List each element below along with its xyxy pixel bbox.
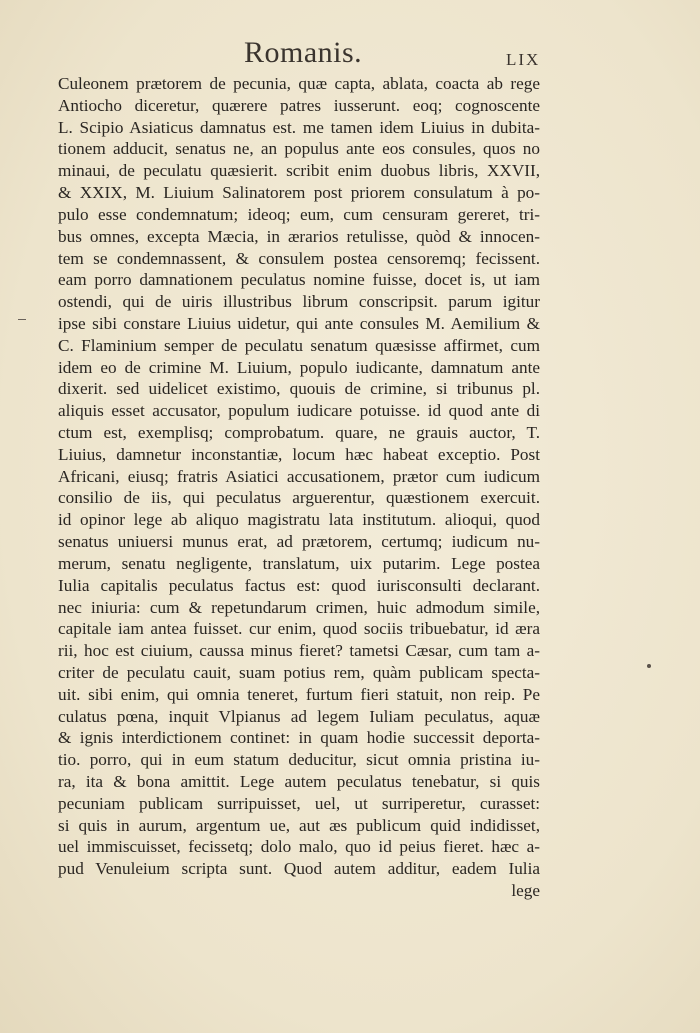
text-line: idem eo de crimine M. Liuium, populo iudicante, damnatum ante <box>58 357 540 377</box>
text-line: Culeonem prætorem de pecunia, quæ capta, ablata, coacta ab rege <box>58 74 540 93</box>
text-line: & XXIX, M. Liuium Salinatorem post priorem consulatum à po- <box>58 183 540 203</box>
folio-number: LIX <box>506 50 541 69</box>
text-line: consilio de iis, qui peculatus arguerentur, quæstionem exercuit. <box>58 488 540 508</box>
running-title: Romanis. <box>244 36 363 69</box>
text-line: capitale iam antea fuisset. cur enim, quod sociis tribuebatur, id æra <box>58 619 540 639</box>
body-text <box>58 73 540 902</box>
text-line: ctum est, exemplisq; comprobatum. quare, ne grauis auctor, T. <box>58 423 540 442</box>
text-line: minaui, de peculatu quæsierit. scribit enim duobus libris, XXVII, <box>58 161 540 181</box>
text-line: aliquis esset accusator, populum iudicare potuisse. id quod ante di <box>58 401 540 421</box>
text-line: Antiocho diceretur, quærere patres iusserunt. eoq; cognoscente <box>58 95 540 115</box>
text-line: nec iniuria: cum & repetundarum crimen, huic admodum simile, <box>58 597 540 617</box>
catchword: lege <box>511 881 540 901</box>
text-line: tem se condemnassent, & consulem postea censoremq; fecissent. <box>58 248 540 268</box>
text-line: pecuniam publicam surripuisset, uel, ut surriperetur, curasset: <box>58 793 540 813</box>
text-line: C. Flaminium semper de peculatu senatum quæsisse affirmet, cum <box>58 335 540 355</box>
text-line: criter de peculatu cauit, suam potius rem, quàm publicam specta- <box>58 662 540 682</box>
text-line: & ignis interdictionem continet: in quam hodie successit deporta- <box>58 728 540 748</box>
text-line: ipse sibi constare Liuius uidetur, qui ante consules M. Aemilium & <box>58 313 540 333</box>
text-line: uel immiscuisset, fecissetq; dolo malo, quo id peius fieret. hæc a- <box>58 837 540 857</box>
text-line: uit. sibi enim, qui omnia teneret, furtum fieri statuit, non reip. Pe <box>58 684 540 704</box>
text-line: tionem adducit, senatus ne, an populus ante eos consules, quos no <box>58 139 540 159</box>
text-line: dixerit. sed uidelicet existimo, quouis de crimine, si tribunus pl. <box>58 379 540 399</box>
text-line: culatus pœna, inquit Vlpianus ad legem Iuliam peculatus, aquæ <box>58 706 540 726</box>
text-line: id opinor lege ab aliquo magistratu lata institutum. alioqui, quod <box>58 510 540 530</box>
text-line: Liuius, damnetur inconstantiæ, locum hæc habeat exceptio. Post <box>58 444 540 464</box>
text-line: ra, ita & bona amittit. Lege autem peculatus tenebatur, si quis <box>58 772 540 791</box>
text-line: Africani, eiusq; fratris Asiatici accusationem, prætor cum iudicum <box>58 466 540 486</box>
text-line: rii, hoc est ciuium, caussa minus fieret? tametsi Cæsar, cum tam a- <box>58 641 540 661</box>
text-line: tio. porro, qui in eum statum deducitur, sicut omnia pristina iu- <box>58 750 540 770</box>
text-line: eam porro damnationem peculatus nomine fuisse, docet is, ut iam <box>58 270 540 290</box>
text-line: Iulia capitalis peculatus factus est: quod iurisconsulti declarant. <box>58 575 540 595</box>
margin-mark <box>18 319 26 320</box>
paper-speck <box>647 664 651 668</box>
text-line: L. Scipio Asiaticus damnatus est. me tamen idem Liuius in dubita- <box>58 117 540 137</box>
text-line: pulo esse condemnatum; ideoq; eum, cum censuram gereret, tri- <box>58 204 540 224</box>
text-line: ostendi, qui de uiris illustribus librum conscripsit. parum igitur <box>58 292 540 312</box>
text-line: bus omnes, excepta Mæcia, in ærarios retulisse, quòd & innocen- <box>58 226 540 246</box>
text-line: si quis in aurum, argentum ue, aut æs publicum quid indidisset, <box>58 815 540 835</box>
text-line: pud Venuleium scripta sunt. Quod autem additur, eadem Iulia <box>58 859 540 879</box>
text-line: merum, senatu negligente, translatum, uix putarim. Lege postea <box>58 553 540 573</box>
text-line: senatus uniuersi munus erat, ad prætorem, certumq; iudicum nu- <box>58 532 540 552</box>
